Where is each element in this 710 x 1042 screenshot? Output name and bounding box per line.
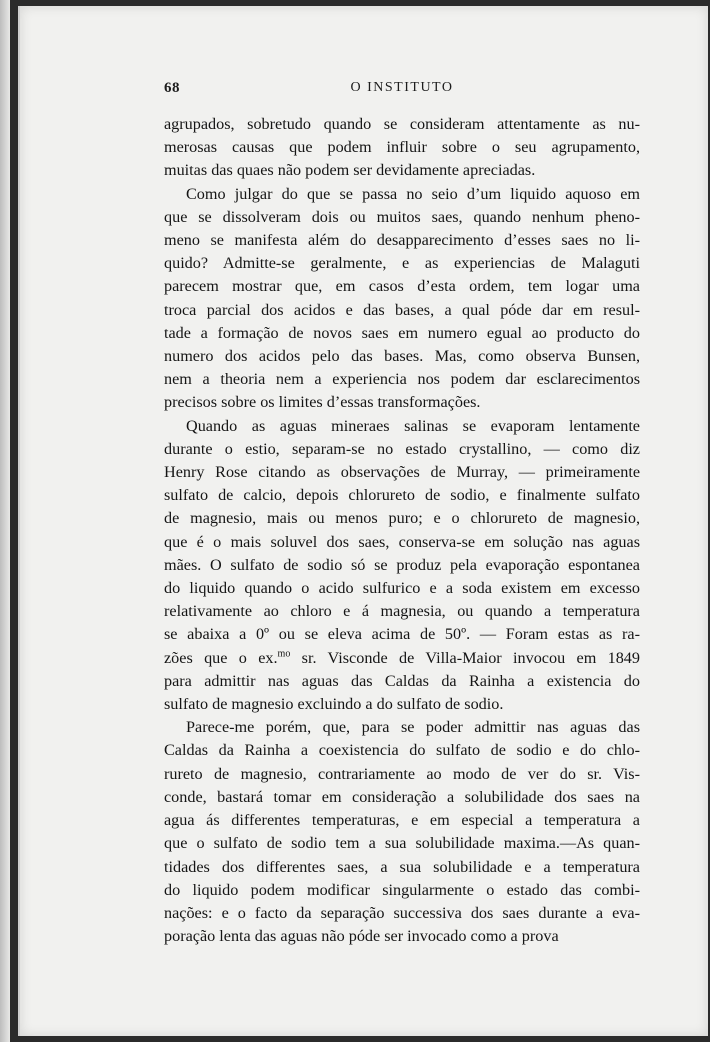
text-line: Como julgar do que se passa no seio d’um liquido aquoso em	[186, 184, 640, 203]
text-line: relativamente ao chloro e á magnesia, ou quando a temperatura	[164, 602, 640, 621]
text-line: tidades dos differentes saes, a sua solubilidade e a temperatura	[164, 857, 640, 876]
paragraph	[164, 183, 640, 415]
text-line: agua ás differentes temperaturas, e em especial a temperatura a	[164, 811, 640, 830]
paragraph	[164, 113, 640, 183]
paragraph	[164, 716, 640, 948]
text-line: se abaixa a 0º ou se eleva acima de 50º. — Foram estas as ra-	[164, 625, 640, 644]
text-line: poração lenta das aguas não póde ser invocado como a prova	[164, 927, 559, 946]
text-line: que se dissolveram dois ou muitos saes, quando nenhum pheno-	[164, 207, 640, 226]
text-line: para admittir nas aguas das Caldas da Rainha a existencia do	[164, 671, 640, 690]
text-line: quido? Admitte-se geralmente, e as experiencias de Malaguti	[164, 254, 640, 273]
text-line: troca parcial dos acidos e das bases, a qual póde dar em resul-	[164, 300, 640, 319]
text-line: nações: e o facto da separação successiva dos saes durante a eva-	[164, 903, 640, 922]
text-line: nem a theoria nem a experiencia nos podem dar esclarecimentos	[164, 370, 640, 389]
running-head: O INSTITUTO	[350, 80, 454, 95]
text-line: de magnesio, mais ou menos puro; e o chlorureto de magnesio,	[164, 509, 640, 528]
text-line: muitas das quaes não podem ser devidamente apreciadas.	[164, 161, 536, 180]
text-line: mães. O sulfato de sodio só se produz pela evaporação espontanea	[164, 555, 640, 574]
text-line: Henry Rose citando as observações de Murray, — primeiramente	[164, 463, 640, 482]
text-line: rureto de magnesio, contrariamente ao modo de ver do sr. Vis-	[164, 764, 640, 783]
text-line: que é o mais soluvel dos saes, conserva-se em solução nas aguas	[164, 532, 640, 551]
text-line: meno se manifesta além do desapparecimento d’esses saes no li-	[164, 231, 640, 250]
page-number: 68	[164, 80, 180, 96]
text-line: tade a formação de novos saes em numero egual ao producto do	[164, 323, 640, 342]
text-line: do liquido podem modificar singularmente o estado das combi-	[164, 880, 640, 899]
text-line: durante o estio, separam-se no estado crystallino, — como diz	[164, 439, 640, 458]
text-line: conde, bastará tomar em consideração a solubilidade dos saes na	[164, 787, 640, 806]
text-line: Caldas da Rainha a coexistencia do sulfato de sodio e do chlo-	[164, 741, 640, 760]
text-line: Parece-me porém, que, para se poder admittir nas aguas das	[186, 718, 640, 737]
text-line: zões que o ex.$^{mo}$ sr. Visconde de Villa-Maior invocou em 1849	[164, 648, 640, 667]
text-line: do liquido quando o acido sulfurico e a soda existem em excesso	[164, 579, 640, 598]
paragraph	[164, 415, 640, 717]
text-line: parecem mostrar que, em casos d’esta ordem, tem logar uma	[164, 277, 640, 296]
page-header	[164, 80, 640, 102]
text-line: merosas causas que podem influir sobre o seu agrupamento,	[164, 138, 640, 157]
text-line: precisos sobre os limites d’essas transformações.	[164, 393, 481, 412]
text-line: Quando as aguas mineraes salinas se evaporam lentamente	[186, 416, 640, 435]
page-gutter	[0, 0, 10, 1042]
text-line: sulfato de magnesio excluindo a do sulfato de sodio.	[164, 695, 504, 714]
text-line: agrupados, sobretudo quando se consideram attentamente as nu-	[164, 115, 640, 133]
text-line: sulfato de calcio, depois chlorureto de sodio, e finalmente sulfato	[164, 486, 640, 505]
body-text	[164, 113, 640, 948]
text-line: que o sulfato de sodio tem a sua solubilidade maxima.—As quan-	[164, 834, 640, 853]
text-line: numero dos acidos pelo das bases. Mas, como observa Bunsen,	[164, 347, 640, 366]
